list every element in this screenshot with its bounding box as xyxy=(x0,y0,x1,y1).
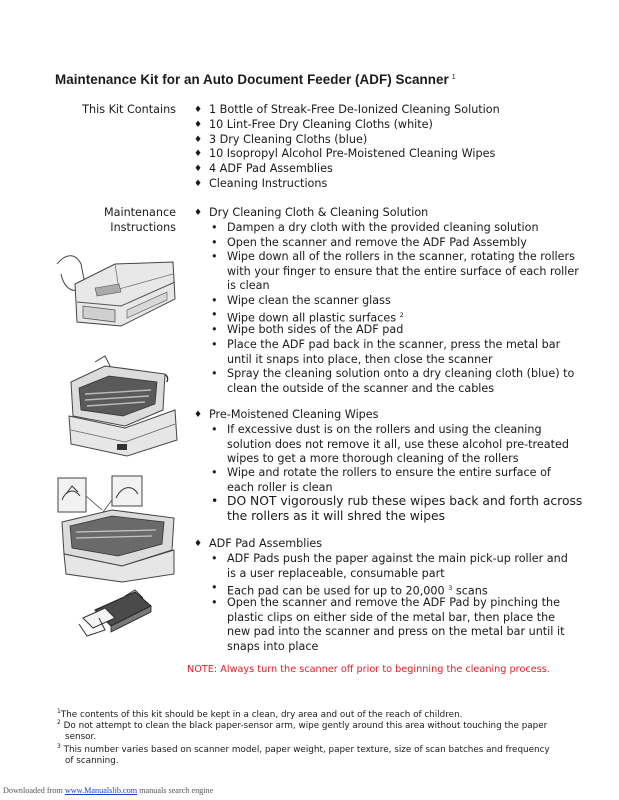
kit-item: ♦ 10 Lint-Free Dry Cleaning Cloths (white) xyxy=(194,118,433,131)
bullet-icon: • xyxy=(211,221,218,234)
adf-pad-illustration xyxy=(75,588,155,650)
section-heading: ♦ Pre-Moistened Cleaning Wipes xyxy=(194,408,379,421)
bullet-icon: • xyxy=(211,494,219,508)
bullet-icon: • xyxy=(211,581,218,594)
section-heading: ♦ ADF Pad Assemblies xyxy=(194,537,323,550)
kit-item: ♦ Cleaning Instructions xyxy=(194,177,328,190)
diamond-bullet-icon: ♦ xyxy=(194,120,203,130)
adf-pad-removal-illustration xyxy=(52,470,182,585)
diamond-bullet-icon: ♦ xyxy=(194,164,203,174)
diamond-bullet-icon: ♦ xyxy=(194,105,203,115)
list-item: • Wipe and rotate the rollers to ensure the entire surface of each roller is clean xyxy=(211,466,551,494)
list-item: • Wipe clean the scanner glass xyxy=(211,294,391,307)
footnote: $^3$ This number varies based on scanner model, paper weight, paper texture, size of scan batches and frequency of scanning. xyxy=(57,743,550,767)
bullet-icon: • xyxy=(211,466,218,479)
list-item: • ADF Pads push the paper against the main pick-up roller and is a user replaceable, consumable part xyxy=(211,552,568,580)
footnote: $^1$The contents of this kit should be kept in a clean, dry area and out of the reach of children. xyxy=(57,708,463,720)
cleaning-note: NOTE: Always turn the scanner off prior to beginning the cleaning process. xyxy=(187,664,550,675)
instructions-label: Maintenance Instructions xyxy=(103,206,176,234)
diamond-bullet-icon: ♦ xyxy=(194,179,203,189)
kit-item: ♦ 3 Dry Cleaning Cloths (blue) xyxy=(194,133,368,146)
list-item: • Dampen a dry cloth with the provided cleaning solution xyxy=(211,221,539,234)
bullet-icon: • xyxy=(211,596,218,609)
diamond-bullet-icon: ♦ xyxy=(194,208,203,218)
page-title: Maintenance Kit for an Auto Document Feeder (ADF) Scanner $^1$ xyxy=(55,72,456,87)
list-item: • Wipe both sides of the ADF pad xyxy=(211,323,404,336)
bullet-icon: • xyxy=(211,338,218,351)
bullet-icon: • xyxy=(211,323,218,336)
diamond-bullet-icon: ♦ xyxy=(194,149,203,159)
bullet-icon: • xyxy=(211,308,218,321)
scanner-closed-illustration xyxy=(55,244,180,339)
list-item: • Open the scanner and remove the ADF Pad by pinching the plastic clips on either side of the metal bar, then place the new pad into the scanner and press on the metal bar until it snaps into place xyxy=(211,596,565,653)
list-item: • Spray the cleaning solution onto a dry cleaning cloth (blue) to clean the outside of the scanner and the cables xyxy=(211,367,575,395)
diamond-bullet-icon: ♦ xyxy=(194,410,203,420)
list-item: • Wipe down all plastic surfaces $^2$ xyxy=(211,308,404,325)
bullet-icon: • xyxy=(211,250,218,263)
kit-item: ♦ 1 Bottle of Streak-Free De-Ionized Cleaning Solution xyxy=(194,103,500,116)
bullet-icon: • xyxy=(211,367,218,380)
list-item: • If excessive dust is on the rollers and using the cleaning solution does not remove it all, use these alcohol pre-treated wipes to get a more thorough cleaning of the rollers xyxy=(211,423,569,465)
diamond-bullet-icon: ♦ xyxy=(194,135,203,145)
list-item: • DO NOT vigorously rub these wipes back and forth across the rollers as it will shred the wipes xyxy=(211,494,583,523)
scanner-open-illustration xyxy=(65,354,180,459)
download-footer: Downloaded from www.Manualslib.com manuals search engine xyxy=(3,786,214,795)
kit-item: ♦ 4 ADF Pad Assemblies xyxy=(194,162,333,175)
bullet-icon: • xyxy=(211,552,218,565)
kit-item: ♦ 10 Isopropyl Alcohol Pre-Moistened Cleaning Wipes xyxy=(194,147,496,160)
bullet-icon: • xyxy=(211,423,218,436)
kit-label: This Kit Contains xyxy=(82,103,176,116)
list-item: • Place the ADF pad back in the scanner, press the metal bar until it snaps into place, then close the scanner xyxy=(211,338,561,366)
section-heading: ♦ Dry Cleaning Cloth & Cleaning Solution xyxy=(194,206,429,219)
diamond-bullet-icon: ♦ xyxy=(194,539,203,549)
bullet-icon: • xyxy=(211,236,218,249)
bullet-icon: • xyxy=(211,294,218,307)
list-item: • Each pad can be used for up to 20,000 $^3$ scans xyxy=(211,581,488,598)
list-item: • Wipe down all of the rollers in the scanner, rotating the rollers with your finger to ensure that the entire surface of each roller is clean xyxy=(211,250,579,292)
footnote: $^2$ Do not attempt to clean the black paper-sensor arm, wipe gently around this area without touching the paper sensor. xyxy=(57,719,548,743)
list-item: • Open the scanner and remove the ADF Pad Assembly xyxy=(211,236,527,249)
manualslib-link[interactable]: www.Manualslib.com xyxy=(64,786,138,795)
